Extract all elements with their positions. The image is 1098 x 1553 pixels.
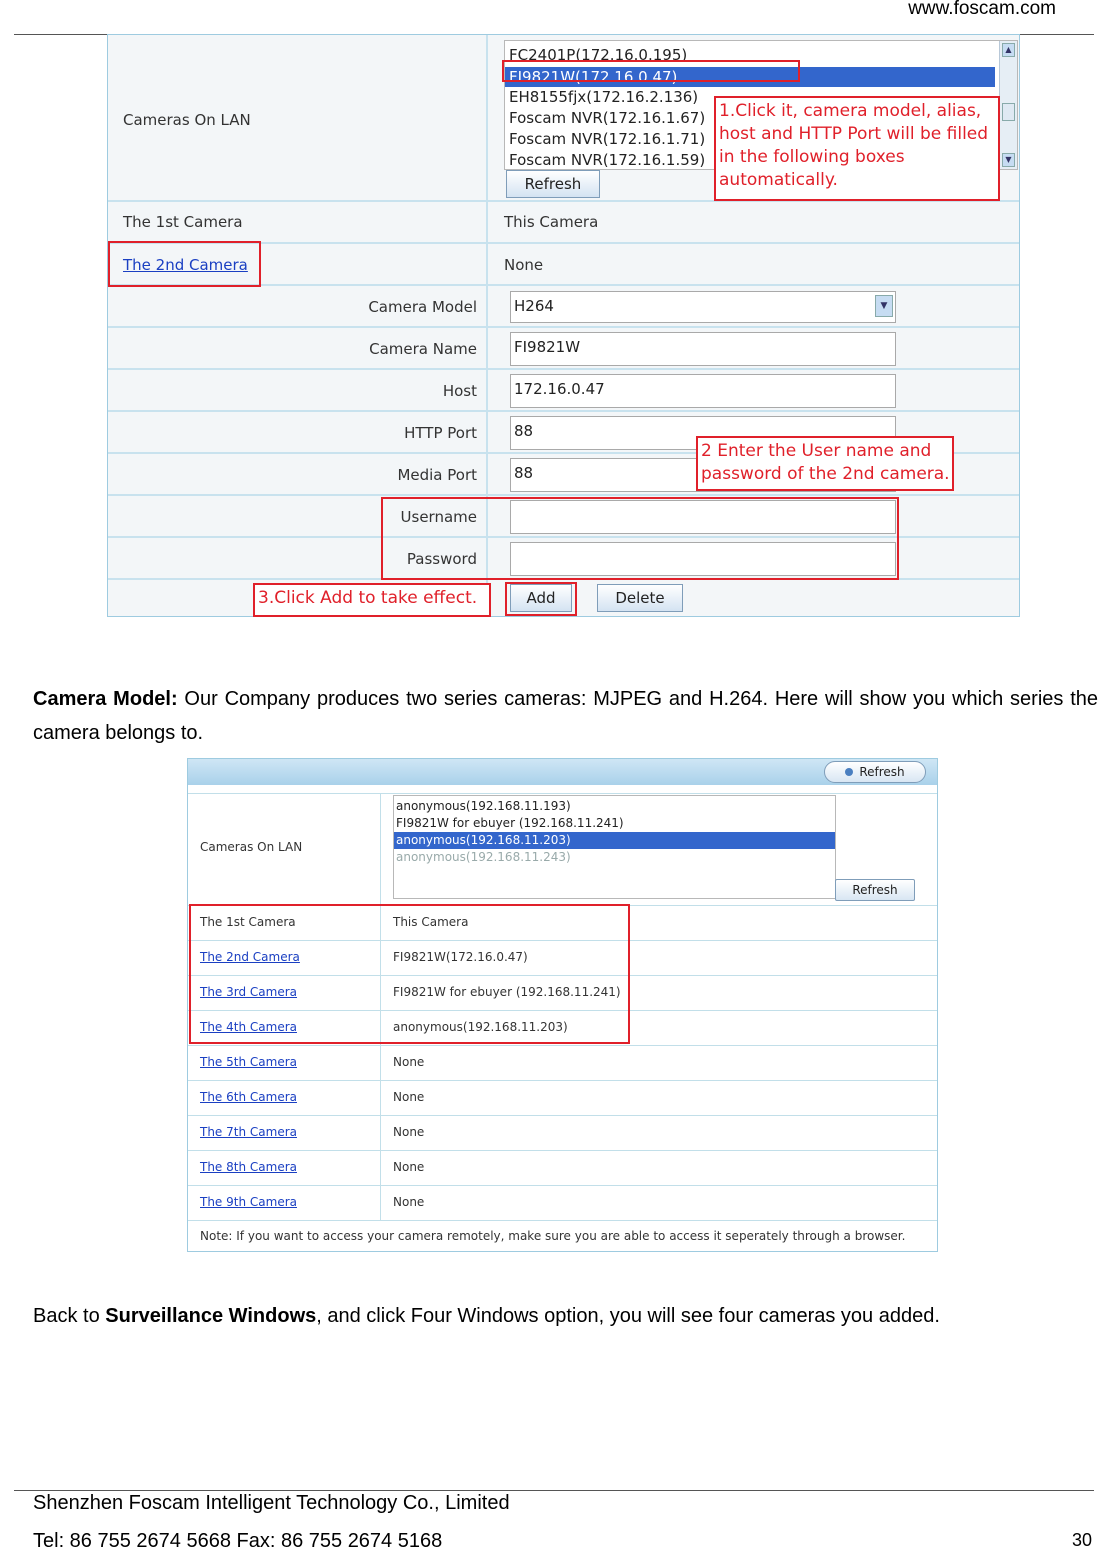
lan-camera-list[interactable] [393, 795, 836, 899]
camera-link[interactable]: The 3rd Camera [200, 985, 298, 999]
highlight-added-cameras [189, 904, 630, 1044]
camera-row [188, 1080, 937, 1115]
password-label: Password [406, 550, 477, 568]
scroll-down-icon[interactable]: ▼ [1002, 153, 1015, 167]
second-camera-value: None [504, 256, 544, 274]
delete-button[interactable]: Delete [597, 584, 683, 612]
camera-link[interactable]: The 2nd Camera [200, 950, 300, 964]
refresh-button[interactable]: Refresh [506, 170, 600, 198]
highlight-credentials [381, 497, 899, 580]
username-label: Username [400, 508, 477, 526]
add-camera-screenshot [107, 34, 1020, 617]
instruction-note-3: 3.Click Add to take effect. [253, 583, 491, 617]
scroll-up-icon[interactable]: ▲ [1002, 43, 1015, 57]
camera-model-select[interactable] [510, 291, 896, 323]
http-port-input[interactable]: 88 [510, 416, 896, 450]
camera-link[interactable]: The 4th Camera [200, 1020, 297, 1034]
camera-link[interactable]: The 8th Camera [200, 1160, 297, 1174]
footer-rule [14, 1490, 1094, 1491]
note-row [188, 1220, 937, 1251]
http-port-label: HTTP Port [404, 424, 477, 442]
camera-value: FI9821W for ebuyer (192.168.11.241) [393, 985, 621, 999]
list-scrollbar[interactable] [999, 41, 1017, 170]
highlight-selected-camera [502, 60, 800, 82]
camera-model-value: H264 [514, 297, 554, 315]
camera-row [188, 1115, 937, 1150]
camera-value: None [393, 1160, 425, 1174]
scroll-thumb[interactable] [1002, 103, 1015, 121]
list-item[interactable]: Foscam NVR(172.16.1.71) [509, 130, 706, 148]
add-button[interactable]: Add [510, 584, 572, 612]
camera-name-row [108, 328, 1019, 370]
camera-value: This Camera [393, 915, 469, 929]
list-item[interactable]: Foscam NVR(172.16.1.59) [509, 151, 706, 169]
camera-model-row [108, 286, 1019, 328]
camera-row [188, 1185, 937, 1220]
camera-model-paragraph: Camera Model: Our Company produces two series cameras: MJPEG and H.264. Here will show you which series the camera belongs to. [33, 688, 1098, 744]
camera-link[interactable]: The 7th Camera [200, 1125, 297, 1139]
host-input[interactable]: 172.16.0.47 [510, 374, 896, 408]
remote-access-note: Note: If you want to access your camera remotely, make sure you are able to access it seperately through a browser. [200, 1229, 906, 1243]
camera-link[interactable]: The 5th Camera [200, 1055, 297, 1069]
camera-row [188, 1045, 937, 1080]
camera-value: None [393, 1125, 425, 1139]
list-item[interactable]: FI9821W for ebuyer (192.168.11.241) [396, 816, 624, 830]
first-camera-label: The 1st Camera [123, 213, 243, 231]
list-item[interactable]: anonymous(192.168.11.243) [396, 850, 571, 864]
first-camera-row [108, 202, 1019, 244]
second-camera-link[interactable]: The 2nd Camera [123, 256, 248, 274]
surveillance-paragraph: Back to Surveillance Windows, and click Four Windows option, you will see four cameras you added. [33, 1305, 940, 1327]
host-label: Host [442, 382, 477, 400]
camera-value: None [393, 1055, 425, 1069]
highlight-add-button [505, 582, 577, 616]
refresh-icon [845, 768, 853, 776]
list-item-selected[interactable]: FI9821W(172.16.0.47) [505, 67, 995, 87]
instruction-note-1: 1.Click it, camera model, alias, host and HTTP Port will be filled in the following boxes automatically. [714, 96, 1000, 201]
top-refresh-button[interactable]: Refresh [824, 761, 926, 783]
footer-company: Shenzhen Foscam Intelligent Technology Co., Limited [33, 1492, 510, 1514]
host-row [108, 370, 1019, 412]
camera-value: None [393, 1090, 425, 1104]
first-camera-value: This Camera [504, 213, 599, 231]
media-port-label: Media Port [397, 466, 477, 484]
refresh-button[interactable]: Refresh [835, 879, 915, 901]
cameras-on-lan-label: Cameras On LAN [200, 840, 303, 854]
chevron-down-icon[interactable]: ▼ [875, 295, 893, 317]
list-item[interactable]: Foscam NVR(172.16.1.67) [509, 109, 706, 127]
title-bar [188, 759, 937, 785]
camera-row [188, 1150, 937, 1185]
camera-link[interactable]: The 9th Camera [200, 1195, 297, 1209]
camera-value: None [393, 1195, 425, 1209]
footer-contact: Tel: 86 755 2674 5668 Fax: 86 755 2674 5168 [33, 1530, 443, 1552]
camera-name-label: Camera Name [369, 340, 477, 358]
camera-name-input[interactable]: FI9821W [510, 332, 896, 366]
list-item[interactable]: FC2401P(172.16.0.195) [509, 46, 688, 64]
highlight-second-camera [108, 241, 261, 287]
camera-value: FI9821W(172.16.0.47) [393, 950, 528, 964]
camera-value: anonymous(192.168.11.203) [393, 1020, 568, 1034]
camera-model-label: Camera Model [368, 298, 477, 316]
camera-label: The 1st Camera [200, 915, 296, 929]
camera-link[interactable]: The 6th Camera [200, 1090, 297, 1104]
media-port-input[interactable]: 88 [510, 458, 896, 492]
list-item[interactable]: anonymous(192.168.11.193) [396, 799, 571, 813]
cameras-on-lan-label: Cameras On LAN [123, 111, 251, 129]
list-item[interactable]: EH8155fjx(172.16.2.136) [509, 88, 699, 106]
page-number: 30 [1071, 1530, 1092, 1550]
site-url: www.foscam.com [908, 0, 1056, 19]
list-item-selected[interactable]: anonymous(192.168.11.203) [394, 832, 835, 849]
camera-list-screenshot [187, 758, 938, 1252]
instruction-note-2: 2 Enter the User name and password of the 2nd camera. [696, 436, 954, 491]
